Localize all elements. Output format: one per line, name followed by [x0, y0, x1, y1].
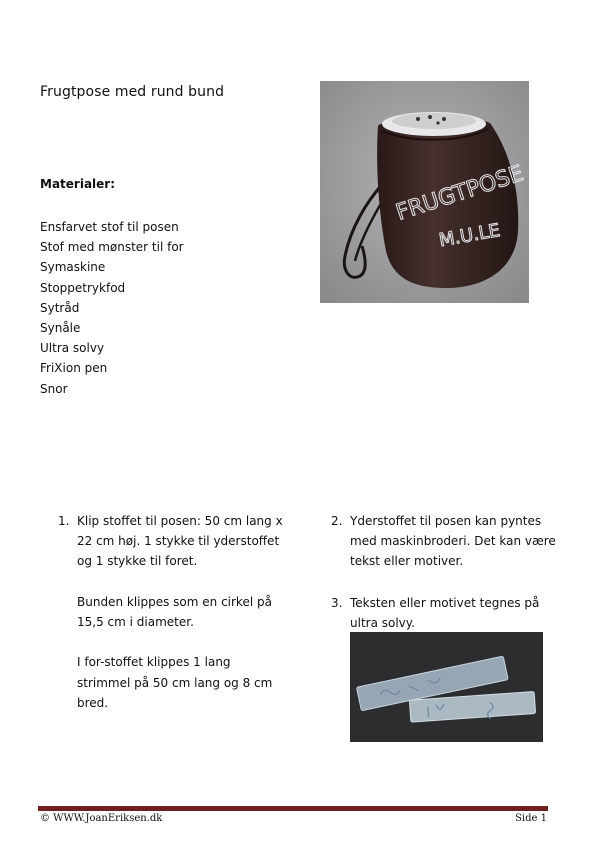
footer-page-number: Side 1 — [515, 813, 547, 824]
footer-rule — [38, 806, 548, 811]
step-paragraph: Teksten eller motivet tegnes på ultra solvy. — [350, 596, 540, 631]
list-item: Ultra solvy — [40, 341, 105, 356]
bag-embroidery-line2: M.U.LE — [437, 219, 502, 252]
list-item: Stoppetrykfod — [40, 280, 126, 295]
step-paragraph: I for-stoffet klippes 1 lang strimmel på 50 cm lang og 8 cm bred. — [77, 655, 273, 710]
page-title: Frugtpose med rund bund — [40, 84, 225, 100]
step-body — [77, 511, 287, 713]
list-item: Sytråd — [40, 300, 80, 315]
list-item: Symaskine — [40, 260, 106, 275]
step-paragraph: Bunden klippes som en cirkel på 15,5 cm i diameter. — [77, 594, 272, 629]
list-item: FriXion pen — [40, 361, 108, 376]
list-item: Stof med mønster til for — [40, 240, 184, 255]
step-paragraph: Yderstoffet til posen kan pyntes med maskinbroderi. Det kan være tekst eller motiver. — [350, 514, 556, 569]
materials-list — [40, 217, 184, 399]
step-paragraph: Klip stoffet til posen: 50 cm lang x 22 cm høj. 1 stykke til yderstoffet og 1 stykke til foret. — [77, 514, 283, 569]
step-number: 2. — [331, 514, 343, 528]
step-body — [350, 511, 565, 572]
step-body — [350, 593, 565, 633]
bag-photo — [320, 81, 529, 303]
bag-embroidery-line1: FRUGTPOSE — [393, 161, 527, 226]
list-item: Synåle — [40, 320, 81, 335]
list-item: Ensfarvet stof til posen — [40, 220, 179, 234]
step-number: 1. — [58, 514, 70, 528]
footer-copyright: © WWW.JoanEriksen.dk — [40, 813, 163, 824]
solvy-strips-photo — [350, 632, 543, 742]
list-item: Snor — [40, 381, 68, 396]
materials-heading: Materialer: — [40, 177, 116, 191]
step-number: 3. — [331, 596, 343, 610]
